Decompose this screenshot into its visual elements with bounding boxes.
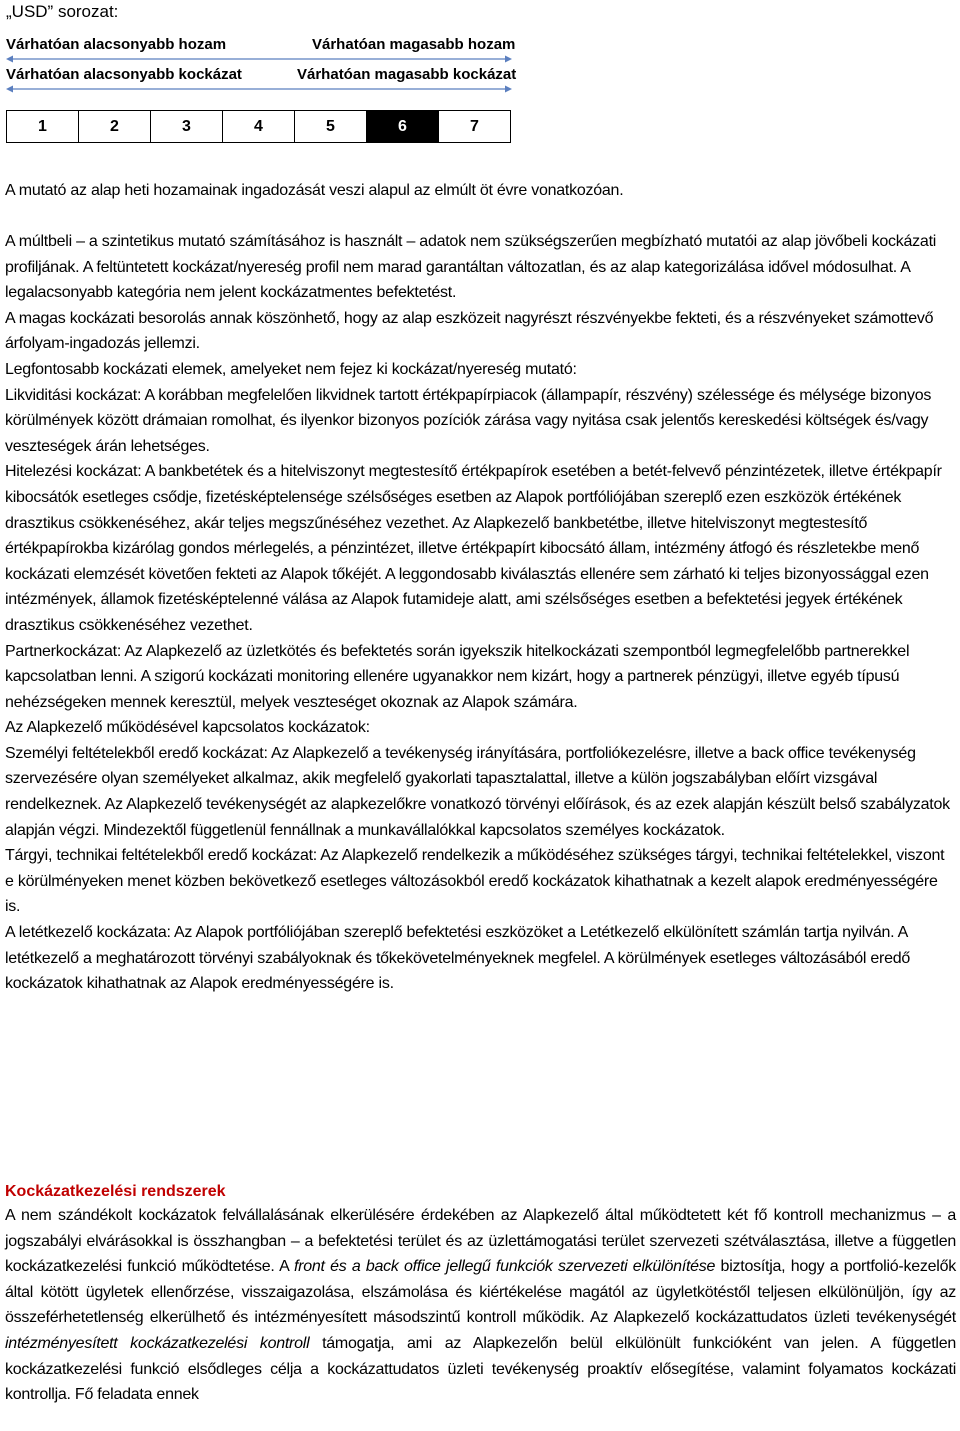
lower-return-label: Várhatóan alacsonyabb hozam — [6, 36, 227, 53]
section-emphasis: front és a back office jellegű funkciók szervezeti elkülönítése — [293, 1258, 716, 1276]
paragraph: Partnerkockázat: Az Alapkezelő az üzletkötés és befektetés során igyekszik hitelkockázati szempontból legmegfelelőbb partnerekkel kapcsolatban lenni. A szigorú kockázati monitoring ellenére ugyanakkor nem kizárt, hogy a partnerek pénzügyi, illetve egyéb típusú nehézségeken mennek keresztül, melyek veszteséget okoznak az Alapok számára. — [5, 642, 910, 711]
risk-scale-cell-2: 2 — [79, 111, 151, 143]
paragraph: A letétkezelő kockázata: Az Alapok portfóliójában szereplő befektetési eszközöket a Letétkezelő elkülönített számlán tartja nyilván. A letétkezelő a meghatározott törvényi szabályoknak és tőkekövetelményeknek megfelel. A körülmények esetleges változásából eredő kockázatok kihathatnak az Alapok eredményességére is. — [5, 924, 911, 993]
paragraph: Tárgyi, technikai feltételekből eredő kockázat: Az Alapkezelő rendelkezik a működéséhez szükséges tárgyi, technikai feltételekkel, viszont e körülményeken menet közben bekövetkező esetleges változásokból eredő kockázatok kihathatnak a kezelt alapok eredményességére is. — [5, 847, 945, 916]
series-title: „USD” sorozat: — [6, 2, 119, 21]
risk-description — [5, 229, 956, 997]
paragraph: Legfontosabb kockázati elemek, amelyeket nem fejez ki kockázat/nyereség mutató: — [5, 360, 577, 378]
risk-arrow — [6, 84, 512, 94]
paragraph: A múltbeli – a szintetikus mutató számításához is használt – adatok nem szükségszerűen megbízható mutatói az alap jövőbeli kockázati profiljának. A feltüntetett kockázat/nyereség profil nem marad garantáltan változatlan, és az alap kategorizálása idővel módosulhat. A legalacsonyabb kategória nem jelent kockázatmentes befektetést. — [5, 233, 937, 302]
higher-risk-label: Várhatóan magasabb kockázat — [297, 66, 517, 83]
paragraph: Hitelezési kockázat: A bankbetétek és a hitelviszonyt megtestesítő értékpapírok esetében a betét-felvevő pénzintézetek, illetve értékpapír kibocsátók esetleges csődje, fizetésképtelensége szélsőséges esetben az Alapok portfóliójában szereplő ezen eszközök értékének drasztikus csökkenéséhez, akár teljes megszűnéséhez vezethet. Az Alapkezelő bankbetétbe, illetve hitelviszonyt megtestesítő értékpapírokba kizárólag gondos mérlegelés, a pénzintézet, illetve értékpapírt kibocsátó állam, intézmény átfogó és részletekbe menő kockázati elemzését követően fekteti az Alapok tőkéjét. A leggondosabb kiválasztás ellenére sem zárható ki teljes bizonyossággal ezen intézmények, államok fizetésképtelenné válása az Alapok futamideje alatt, ami szélsőséges esetben a befektetési jegyek értékének drasztikus csökkenéséhez vezethet. — [5, 463, 942, 634]
paragraph: Likviditási kockázat: A korábban megfelelően likvidnek tartott értékpapírpiacok (állampapír, részvény) szélessége és mélysége bizonyos körülmények között drámaian romolhat, és ilyenkor bizonyos pozíciók zárása vagy nyitása csak jelentős kereskedési költségek és/vagy veszteségek árán lehetséges. — [5, 386, 932, 455]
section-text: A nem szándékolt kockázatok felvállalásának elkerülésére érdekében az Alapkezelő által működtetett két fő kontroll mechanizmus – a jogszabályi elvárásokkal is összhangban – a befektetési terület és az üzlettámogatási terület szervezeti szétválasztása, illetve a független kockázatkezelési funkció működtetése. A — [5, 1207, 956, 1276]
risk-scale-cell-3: 3 — [151, 111, 223, 143]
intro-paragraph: A mutató az alap heti hozamainak ingadozását veszi alapul az elmúlt öt évre vonatkozóan. — [5, 182, 624, 199]
risk-scale-cell-6-selected: 6 — [367, 111, 439, 143]
lower-risk-label: Várhatóan alacsonyabb kockázat — [6, 66, 242, 83]
section-body — [5, 1203, 956, 1408]
section-heading: Kockázatkezelési rendszerek — [5, 1183, 226, 1200]
paragraph: A magas kockázati besorolás annak köszönhető, hogy az alap eszközeit nagyrészt részvényekbe fekteti, és a részvényeket számottevő árfolyam-ingadozás jellemzi. — [5, 309, 934, 353]
section-text: biztosítja, hogy a portfolió-kezelők által kötött ügyletek ellenőrzése, visszaigazolása, elszámolása és kiértékelése magától az ügyletkötéstől teljesen elkülönüljön, így az összeférhetetlenség elkerülhető és intézményesített másodszintű kontroll működik. Az Alapkezelő kockázattudatos üzleti tevékenységét — [5, 1258, 957, 1327]
section-emphasis: intézményesített kockázatkezelési kontroll — [5, 1334, 310, 1352]
higher-return-label: Várhatóan magasabb hozam — [312, 36, 516, 53]
section-paragraph — [5, 1203, 956, 1408]
paragraph: Az Alapkezelő működésével kapcsolatos kockázatok: — [5, 719, 370, 737]
return-arrow — [6, 54, 512, 64]
risk-scale-cell-7: 7 — [439, 111, 511, 143]
risk-scale-table — [6, 110, 511, 143]
risk-scale-cell-5: 5 — [295, 111, 367, 143]
risk-scale-cell-1: 1 — [7, 111, 79, 143]
paragraph: Személyi feltételekből eredő kockázat: Az Alapkezelő a tevékenység irányítására, portfoliókezelésre, illetve a back office tevékenység szervezésére olyan személyeket alkalmaz, akik megfelelő gyakorlati tapasztalattal, illetve a külön jogszabályban előírt vizsgával rendelkeznek. Az Alapkezelő tevékenységét az alapkezelőkre vonatkozó törvényi előírások, és az ezek alapján készült belső szabályzatok alapján végzi. Mindezektől függetlenül fennállnak a munkavállalókkal kapcsolatos személyes kockázatok. — [5, 744, 950, 839]
section-text: támogatja, ami az Alapkezelőn belül elkülönült funkcióként van jelen. A független kockázatkezelési funkció elsődleges célja a kockázattudatos üzleti tevékenység proaktív elősegítése, valamint folyamatos kockázati kontrollja. Fő feladata ennek — [5, 1334, 956, 1404]
risk-scale-cell-4: 4 — [223, 111, 295, 143]
